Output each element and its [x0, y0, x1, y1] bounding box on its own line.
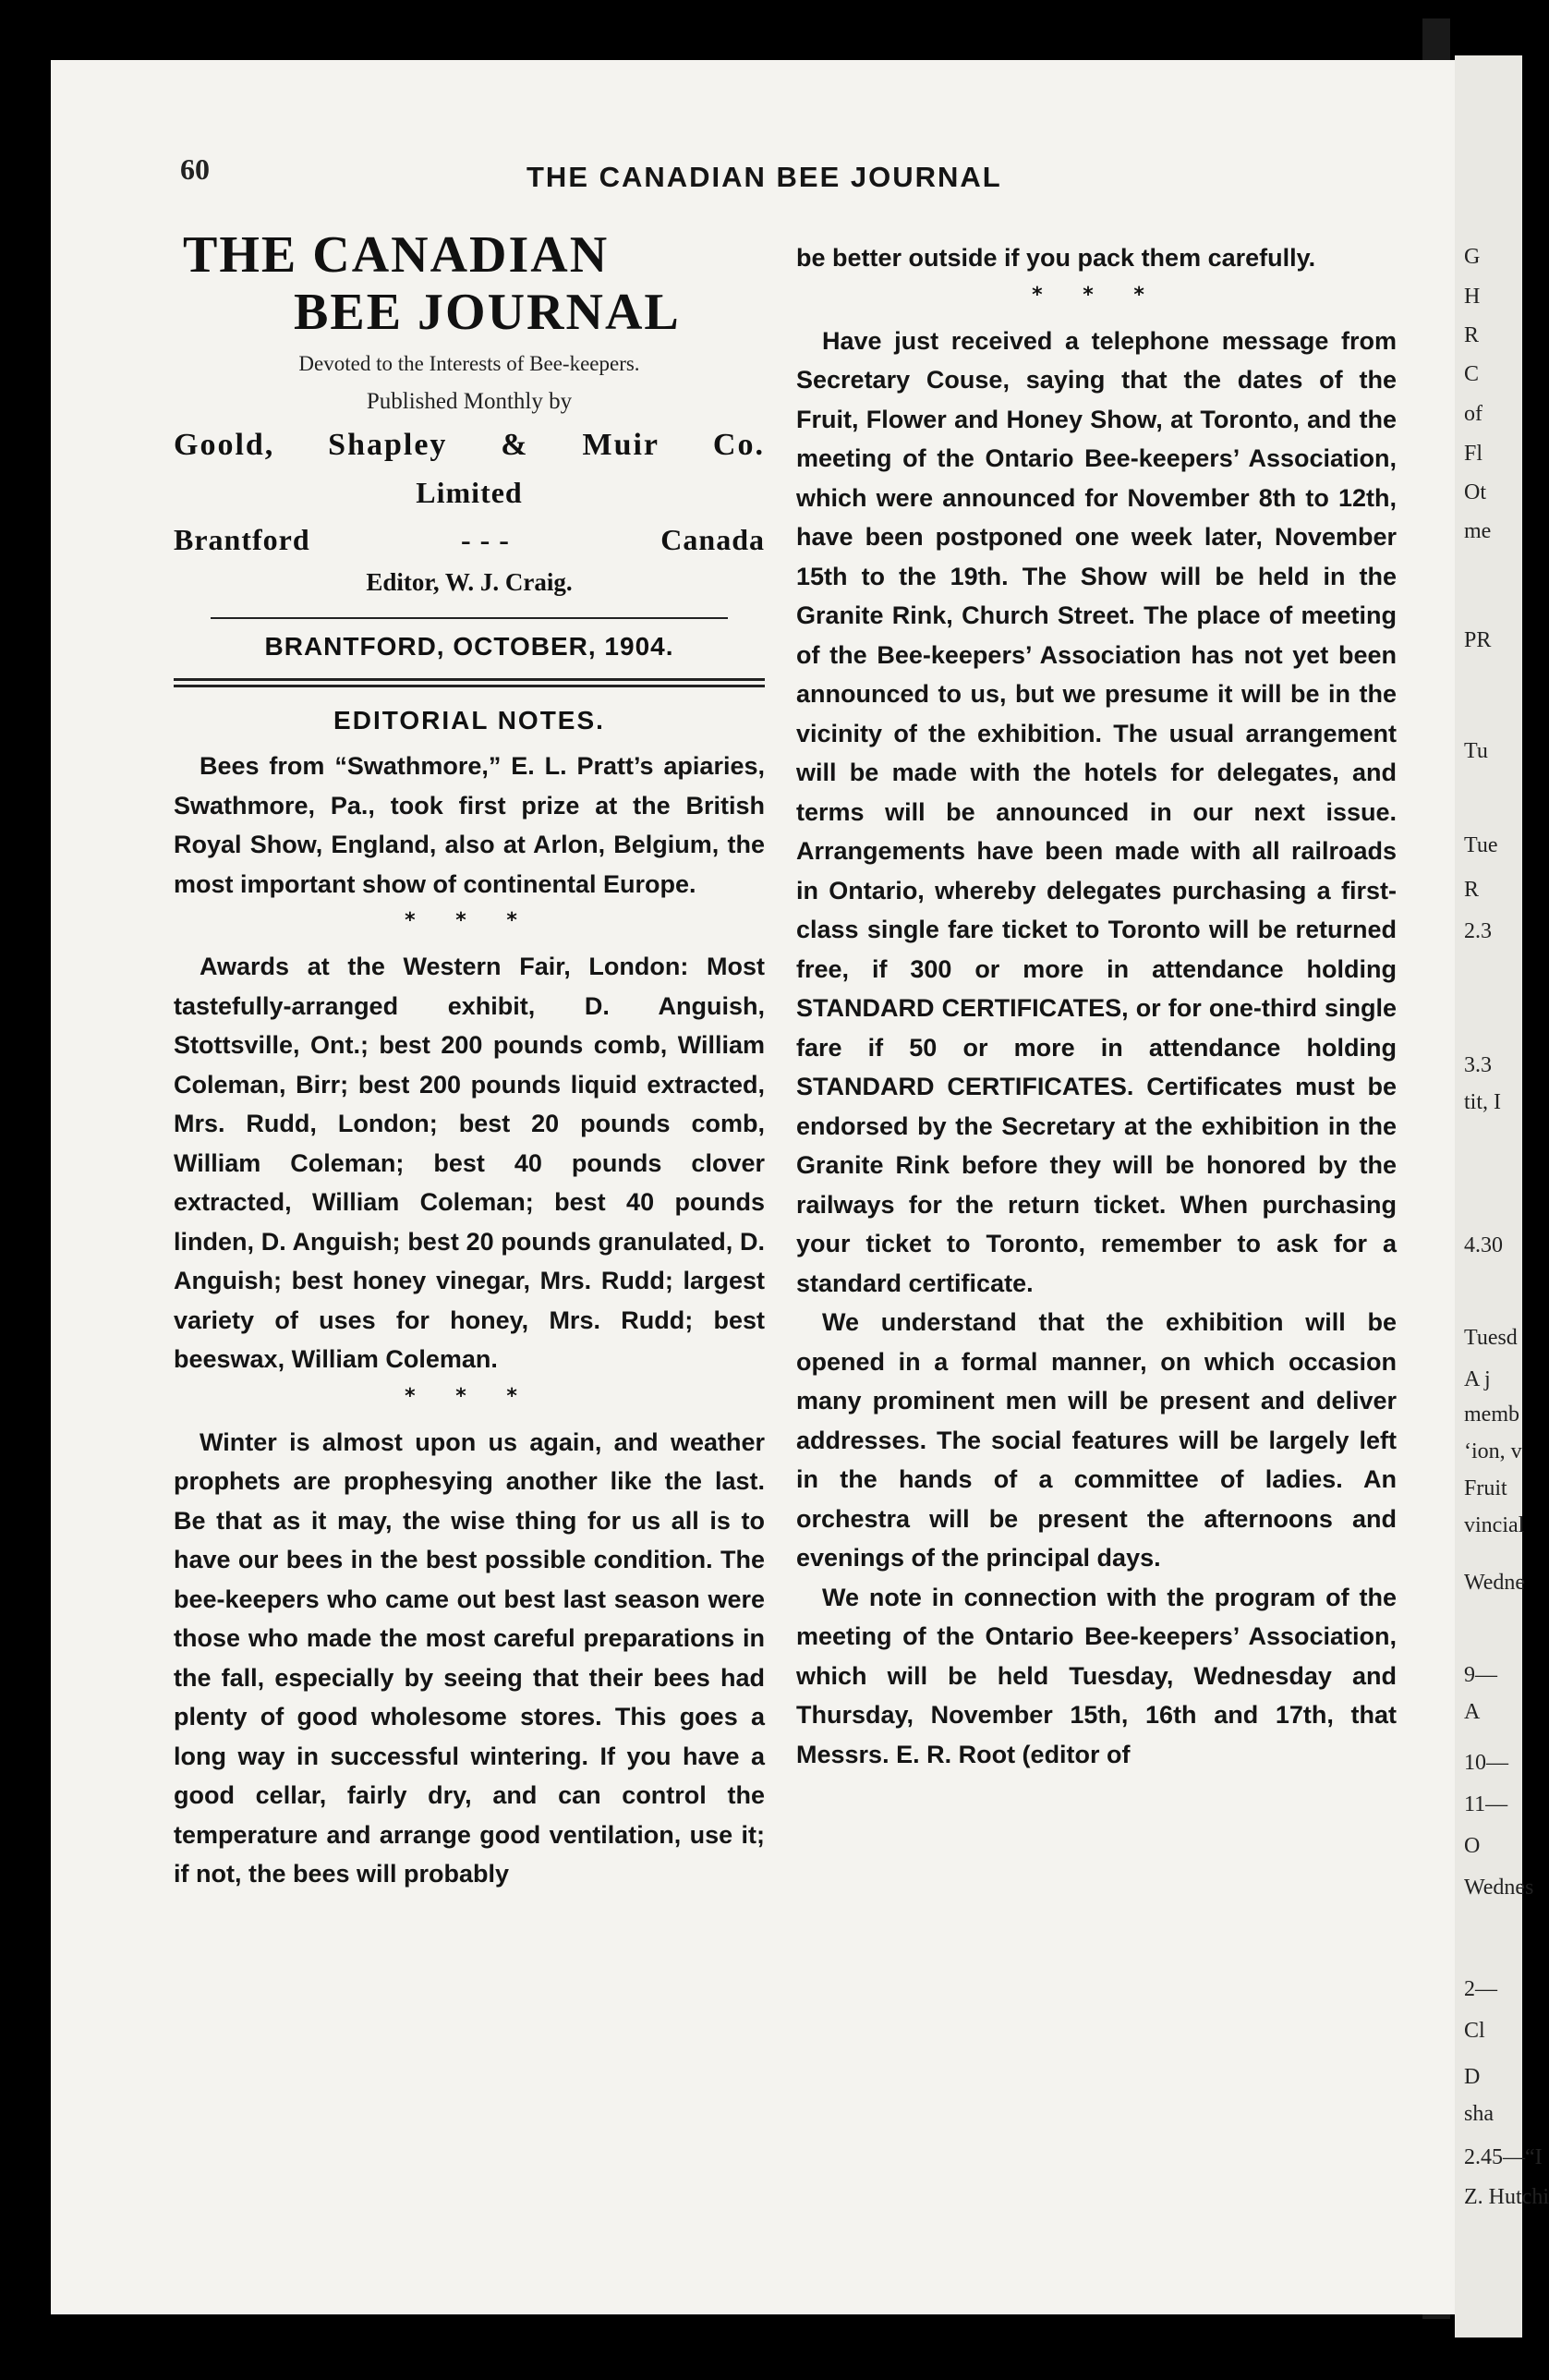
facing-fragment: me — [1464, 519, 1492, 543]
masthead-editor: Editor, W. J. Craig. — [366, 568, 573, 596]
facing-fragment: Ot — [1464, 480, 1486, 504]
divider — [211, 617, 728, 619]
facing-fragment: sha — [1464, 2102, 1494, 2126]
facing-fragment: 4.30 — [1464, 1233, 1503, 1257]
masthead-tagline: Devoted to the Interests of Bee-keepers. — [298, 352, 640, 375]
publisher-word: Shapley — [328, 428, 448, 462]
facing-fragment: 2— — [1464, 1977, 1497, 2001]
facing-fragment: Fruit — [1464, 1476, 1507, 1500]
facing-fragment: Tu — [1464, 739, 1488, 763]
facing-fragment: vincial — [1464, 1513, 1525, 1537]
separator-stars: * * * — [1032, 283, 1161, 307]
facing-fragment: Tuesd — [1464, 1326, 1518, 1350]
facing-fragment: 2.45—“I — [1464, 2145, 1543, 2169]
separator-stars: * * * — [405, 909, 534, 932]
facing-fragment: Wedne — [1464, 1571, 1526, 1595]
facing-fragment: H — [1464, 285, 1481, 309]
editorial-paragraph: Bees from “Swathmore,” E. L. Pratt’s apiaries, Swathmore, Pa., took first prize at the British Royal Show, England, also at Arlon, Belgium, the most important show of continental Europe. — [174, 752, 765, 898]
facing-fragment: A — [1464, 1700, 1481, 1724]
editorial-paragraph-continued: be better outside if you pack them carefully. — [796, 244, 1316, 272]
facing-fragment: PR — [1464, 628, 1492, 652]
facing-fragment: C — [1464, 362, 1480, 386]
facing-fragment: Tue — [1464, 833, 1498, 857]
masthead-limited: Limited — [416, 476, 523, 509]
separator-stars: * * * — [405, 1384, 534, 1408]
masthead-title-line2: BEE JOURNAL — [294, 284, 681, 341]
facing-fragment: 3.3 — [1464, 1053, 1492, 1077]
facing-fragment: A j — [1464, 1367, 1491, 1391]
facing-fragment: ‘ion, v — [1464, 1439, 1522, 1463]
publisher-word: Co. — [712, 428, 765, 462]
masthead-title-line1: THE CANADIAN — [183, 226, 610, 284]
facing-fragment: memb — [1464, 1402, 1519, 1427]
editorial-paragraph: We note in connection with the program of the meeting of the Ontario Bee-keepers’ Association, which will be held Tuesday, Wednesday and Thursday, November 15th, 16th and 17th, that Messrs. E. R. Root (editor of — [796, 1583, 1397, 1768]
facing-fragment: of — [1464, 402, 1482, 426]
place-dashes: - - - — [460, 523, 510, 556]
publisher-word: Goold, — [174, 428, 275, 462]
facing-fragment: 11— — [1464, 1792, 1508, 1816]
facing-fragment: tit, I — [1464, 1090, 1501, 1114]
publisher-ampersand: & — [501, 428, 529, 462]
running-head: THE CANADIAN BEE JOURNAL — [526, 161, 1002, 193]
facing-fragment: R — [1464, 878, 1480, 902]
facing-page — [1455, 55, 1549, 2338]
place-country: Canada — [660, 523, 765, 556]
editorial-paragraph: We understand that the exhibition will be opened in a formal manner, on which occasion many prominent men will be present and deliver addresses. The social features will be largely left in the hands of a committee of ladies. An orchestra will be present the afternoons and evenings of the principal days. — [796, 1308, 1397, 1572]
facing-fragment: O — [1464, 1834, 1481, 1858]
double-divider — [174, 678, 765, 687]
right-column — [796, 238, 1397, 1774]
masthead-publisher — [174, 428, 765, 463]
page-number: 60 — [180, 152, 210, 186]
editorial-paragraph: Have just received a telephone message from Secretary Couse, saying that the dates of the Fruit, Flower and Honey Show, at Toronto, and the meeting of the Ontario Bee-keepers’ Association, which were announced for November 8th to 12th, have been postponed one week later, November 15th to the 19th. The Show will be held in the Granite Rink, Church Street. The place of meeting of the Bee-keepers’ Association has not yet been announced to us, but we presume it will be in the vicinity of the exhibition. The usual arrangement will be made with the hotels for delegates, and terms will be announced in our next issue. Arrangements have been made with all railroads in Ontario, whereby delegates purchasing a first-class single fare ticket to Toronto will be returned free, if 300 or more in attendance holding STANDARD CERTIFICATES, or for one-third single fare if 50 or more in attendance holding STANDARD CERTIFICATES. Certificates must be endorsed by the Secretary at the exhibition in the Granite Rink before they will be honored by the railways for the return ticket. When purchasing your ticket to Toronto, remember to ask for a standard certificate. — [796, 326, 1397, 1297]
masthead-place — [174, 523, 765, 557]
facing-fragment: Wednes — [1464, 1876, 1534, 1900]
facing-fragment: D — [1464, 2065, 1481, 2089]
left-column — [174, 226, 765, 1894]
facing-fragment: G — [1464, 245, 1481, 269]
facing-fragment: R — [1464, 323, 1480, 347]
editorial-paragraph: Winter is almost upon us again, and weather prophets are prophesying another like the last. Be that as it may, the wise thing for us all is to have our bees in the best possible condition. The bee-keepers who came out best last season were those who made the most careful preparations in the fall, especially by seeing that their bees had plenty of good wholesome stores. This goes a long way in successful wintering. If you have a good cellar, fairly dry, and can control the temperature and arrange good ventilation, use it; if not, the bees will probably — [174, 1427, 765, 1888]
place-city: Brantford — [174, 523, 310, 556]
facing-fragment: Z. Hutchi — [1464, 2185, 1549, 2209]
masthead-published: Published Monthly by — [366, 389, 573, 414]
facing-fragment: Cl — [1464, 2019, 1485, 2043]
publisher-word: Muir — [582, 428, 660, 462]
editorial-paragraph: Awards at the Western Fair, London: Most tastefully-arranged exhibit, D. Anguish, Stottsville, Ont.; best 200 pounds comb, William Coleman, Birr; best 200 pounds liquid extracted, Mrs. Rudd, London; best 20 pounds comb, William Coleman; best 40 pounds clover extracted, William Coleman; best 40 pounds linden, D. Anguish; best 20 pounds granulated, D. Anguish; best honey vinegar, Mrs. Rudd; largest variety of uses for honey, Mrs. Rudd; best beeswax, William Coleman. — [174, 953, 765, 1373]
facing-fragment: 9— — [1464, 1663, 1497, 1687]
section-heading: EDITORIAL NOTES. — [333, 706, 605, 735]
facing-fragment: 2.3 — [1464, 919, 1492, 943]
dateline: BRANTFORD, OCTOBER, 1904. — [264, 632, 674, 661]
facing-fragment: 10— — [1464, 1751, 1508, 1775]
facing-fragment: Fl — [1464, 442, 1483, 466]
